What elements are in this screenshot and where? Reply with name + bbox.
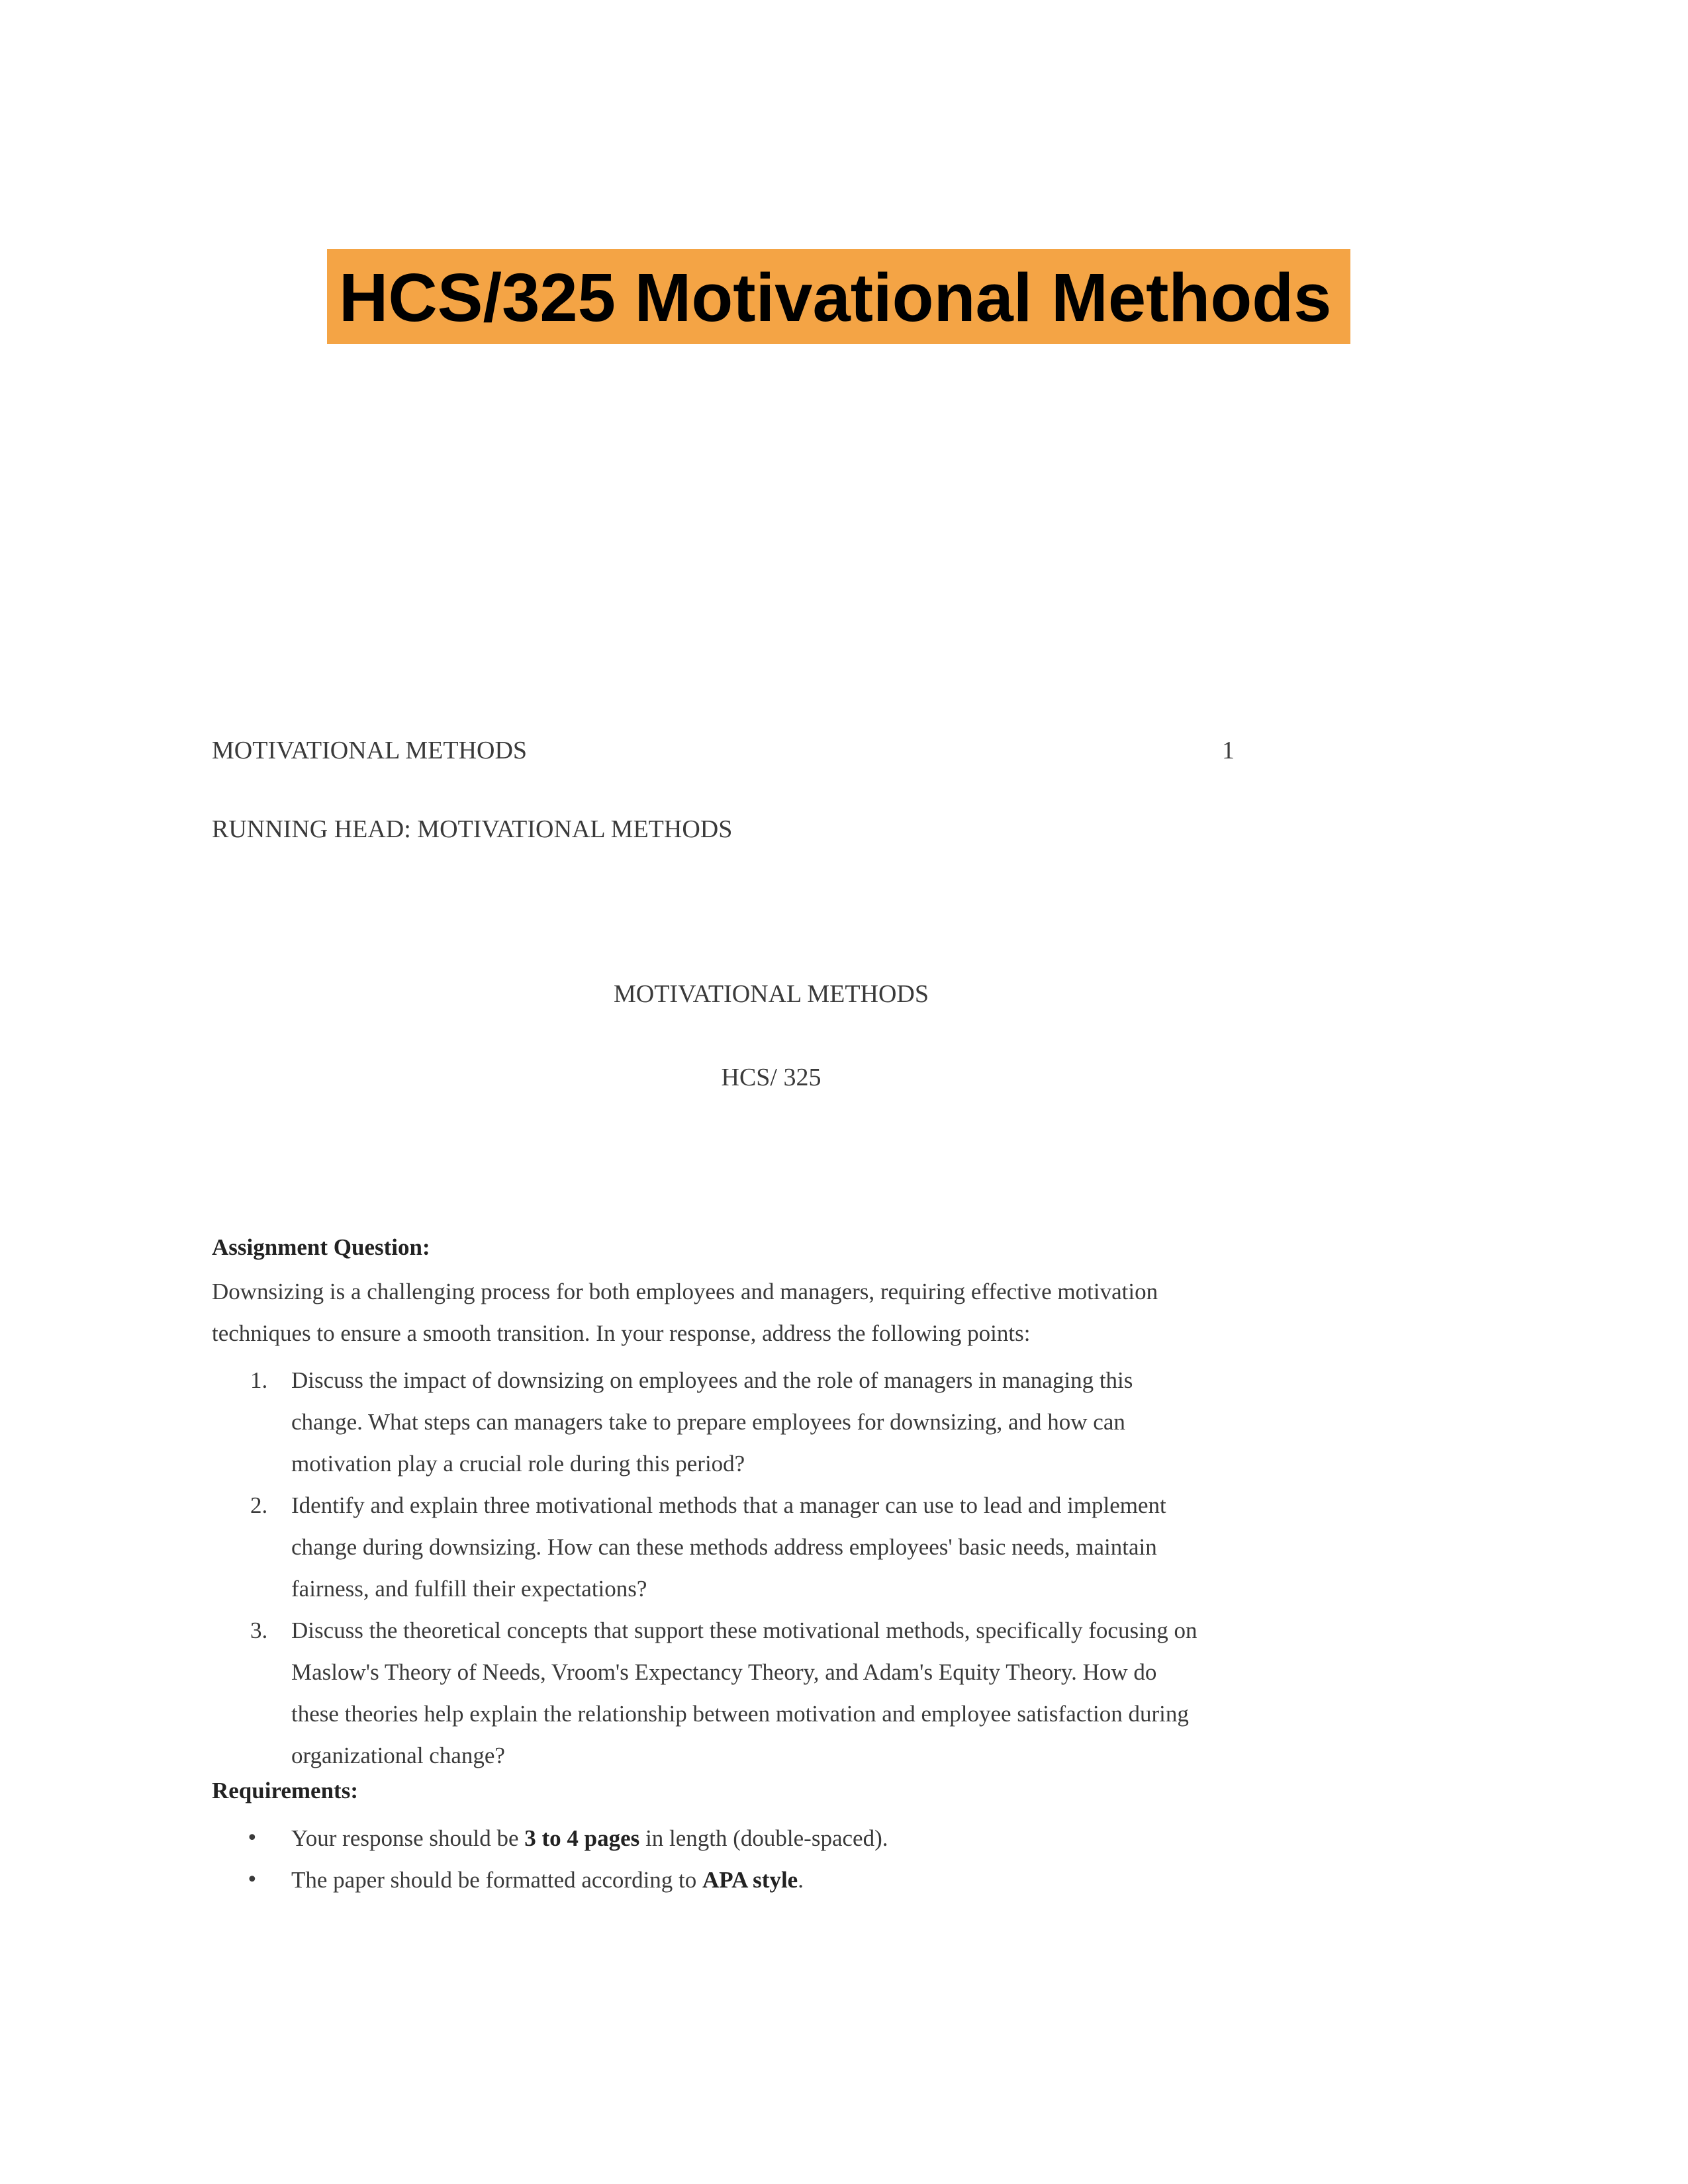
assignment-points-list bbox=[212, 1359, 1197, 1776]
requirement-emphasis: 3 to 4 pages bbox=[524, 1825, 640, 1851]
list-number: 1. bbox=[250, 1367, 268, 1393]
list-number: 3. bbox=[250, 1617, 268, 1643]
title-banner bbox=[327, 249, 1350, 344]
list-line: Discuss the theoretical concepts that support these motivational methods, specifically focusing on bbox=[291, 1617, 1197, 1643]
intro-line: Downsizing is a challenging process for both employees and managers, requiring effective motivation bbox=[212, 1279, 1158, 1304]
requirements-heading: Requirements: bbox=[212, 1778, 358, 1803]
list-item bbox=[212, 1359, 1197, 1484]
requirements-list bbox=[212, 1817, 888, 1901]
list-line: Discuss the impact of downsizing on employees and the role of managers in managing this bbox=[291, 1367, 1133, 1393]
list-line: these theories help explain the relationship between motivation and employee satisfaction during bbox=[291, 1701, 1189, 1727]
list-number: 2. bbox=[250, 1492, 268, 1518]
requirement-text: . bbox=[798, 1867, 804, 1893]
list-line: organizational change? bbox=[291, 1743, 505, 1768]
list-item bbox=[212, 1484, 1197, 1610]
page-header-title: MOTIVATIONAL METHODS bbox=[212, 737, 528, 764]
list-item bbox=[212, 1610, 1197, 1776]
bullet-icon: • bbox=[246, 1827, 258, 1850]
requirement-text: Your response should be bbox=[291, 1825, 525, 1851]
intro-line: techniques to ensure a smooth transition. In your response, address the following points: bbox=[212, 1320, 1031, 1346]
assignment-heading: Assignment Question: bbox=[212, 1234, 430, 1260]
list-line: change during downsizing. How can these methods address employees' basic needs, maintain bbox=[291, 1534, 1157, 1560]
list-item bbox=[212, 1817, 888, 1859]
assignment-intro bbox=[212, 1271, 1231, 1354]
list-line: change. What steps can managers take to prepare employees for downsizing, and how can bbox=[291, 1409, 1125, 1435]
bullet-icon: • bbox=[246, 1868, 258, 1891]
page-number: 1 bbox=[1222, 737, 1235, 764]
list-line: Maslow's Theory of Needs, Vroom's Expectancy Theory, and Adam's Equity Theory. How do bbox=[291, 1659, 1157, 1685]
document-title: HCS/325 Motivational Methods bbox=[339, 259, 1332, 336]
requirement-text: The paper should be formatted according to bbox=[291, 1867, 703, 1893]
list-line: Identify and explain three motivational methods that a manager can use to lead and implement bbox=[291, 1492, 1166, 1518]
title-page-title: MOTIVATIONAL METHODS bbox=[613, 980, 929, 1008]
list-item bbox=[212, 1859, 888, 1901]
list-line: motivation play a crucial role during this period? bbox=[291, 1451, 745, 1477]
title-page-course: HCS/ 325 bbox=[721, 1064, 821, 1091]
list-line: fairness, and fulfill their expectations? bbox=[291, 1576, 647, 1602]
requirement-text: in length (double-spaced). bbox=[639, 1825, 888, 1851]
running-head: RUNNING HEAD: MOTIVATIONAL METHODS bbox=[212, 815, 733, 843]
requirement-emphasis: APA style bbox=[702, 1867, 798, 1893]
